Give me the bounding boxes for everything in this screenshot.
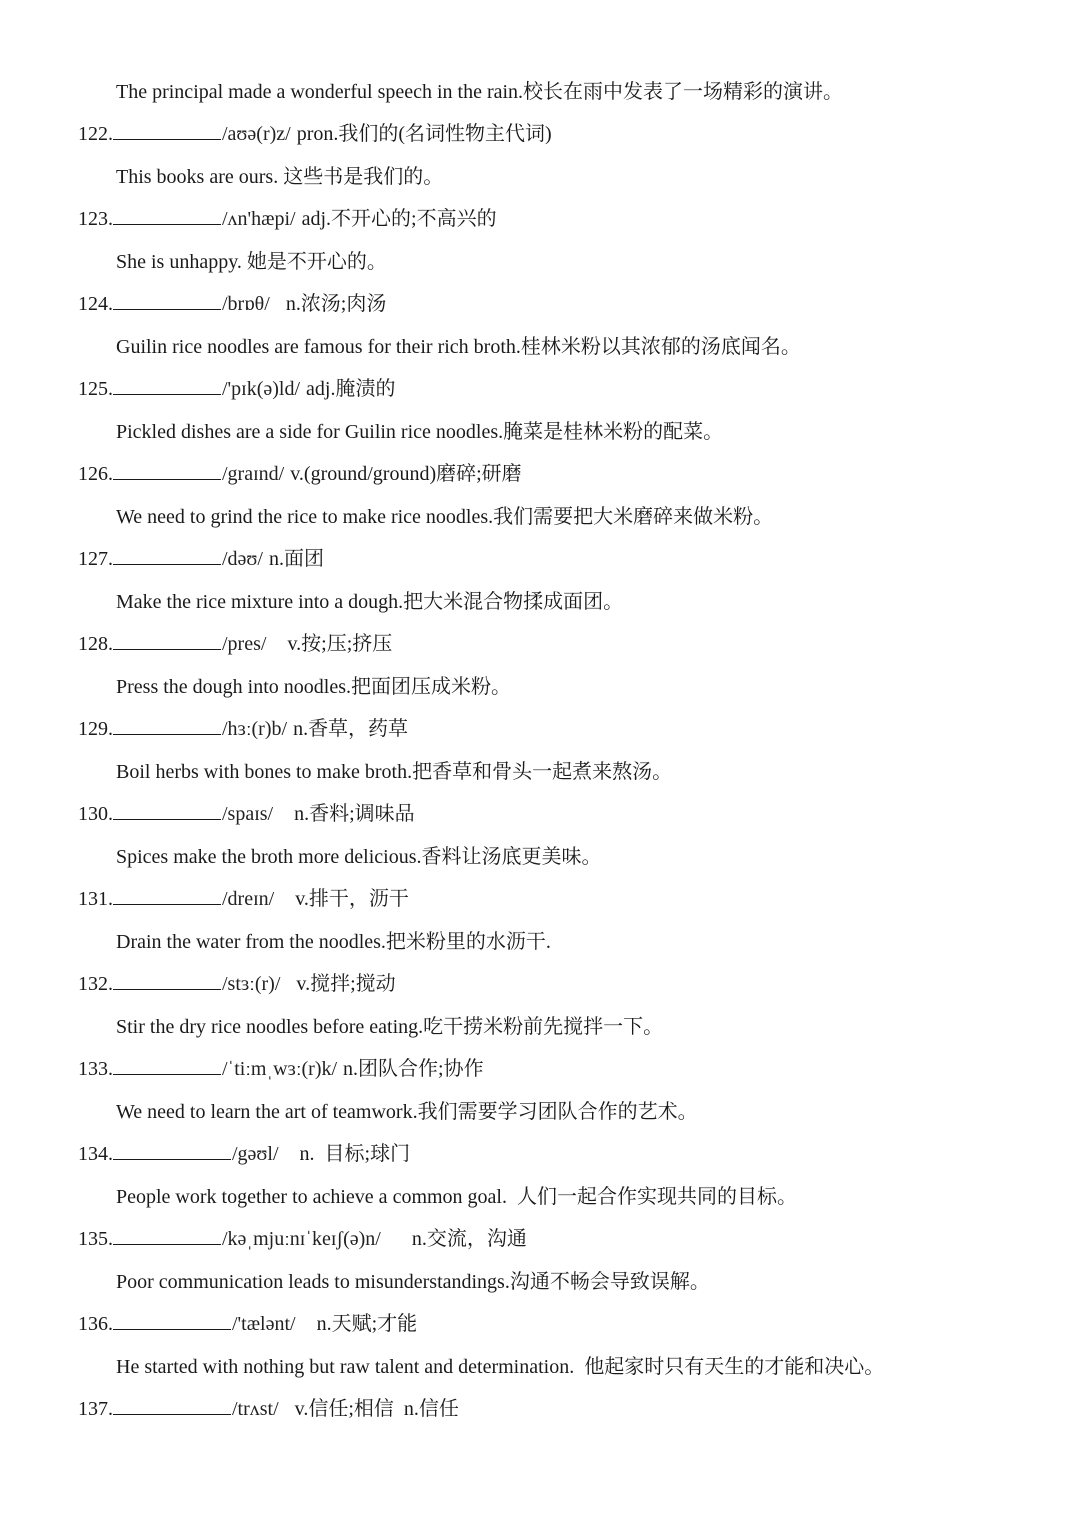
- entry-number: 137.: [78, 1398, 113, 1420]
- phonetic: /gəʊl/: [232, 1143, 279, 1165]
- answer-blank[interactable]: [113, 291, 221, 310]
- vocab-entry-125: [78, 376, 395, 402]
- example-sentence-129: Boil herbs with bones to make broth.把香草和骨头一起煮来熬汤。: [116, 761, 673, 783]
- vocab-entry-134: [78, 1141, 410, 1167]
- entry-number: 123.: [78, 208, 113, 230]
- definition: n.团队合作;协作: [343, 1058, 484, 1080]
- entry-number: 136.: [78, 1313, 113, 1335]
- example-sentence-131: Drain the water from the noodles.把米粉里的水沥干.: [116, 931, 551, 953]
- vocab-entry-126: [78, 461, 522, 487]
- definition: n.交流，沟通: [386, 1228, 527, 1250]
- entry-number: 131.: [78, 888, 113, 910]
- entry-number: 135.: [78, 1228, 113, 1250]
- phonetic: /ʌn'hæpi/: [222, 208, 296, 230]
- answer-blank[interactable]: [113, 1226, 221, 1245]
- phonetic: /spaɪs/: [222, 803, 274, 825]
- vocab-entry-133: [78, 1056, 484, 1082]
- phonetic: /ˈtiːmˌwɜː(r)k/: [222, 1058, 338, 1080]
- entry-number: 128.: [78, 633, 113, 655]
- definition: v.(ground/ground)磨碎;研磨: [290, 463, 522, 485]
- definition: n.香料;调味品: [279, 803, 415, 825]
- entry-number: 122.: [78, 123, 113, 145]
- phonetic: /kəˌmjuːnɪˈkeɪʃ(ə)n/: [222, 1228, 381, 1250]
- phonetic: /'tælənt/: [232, 1313, 296, 1335]
- definition: pron.我们的(名词性物主代词): [296, 123, 552, 145]
- entry-number: 132.: [78, 973, 113, 995]
- vocab-entry-123: [78, 206, 497, 232]
- answer-blank[interactable]: [113, 1141, 231, 1160]
- entry-number: 130.: [78, 803, 113, 825]
- vocab-entry-124: [78, 291, 386, 317]
- example-sentence-133: We need to learn the art of teamwork.我们需要学习团队合作的艺术。: [116, 1101, 698, 1123]
- answer-blank[interactable]: [113, 121, 221, 140]
- answer-blank[interactable]: [113, 971, 221, 990]
- answer-blank[interactable]: [113, 1311, 231, 1330]
- entry-number: 127.: [78, 548, 113, 570]
- definition: n.香草，药草: [293, 718, 409, 740]
- definition: n.面团: [268, 548, 324, 570]
- example-sentence-126: We need to grind the rice to make rice noodles.我们需要把大米磨碎来做米粉。: [116, 506, 774, 528]
- vocab-entry-137: [78, 1396, 459, 1422]
- entry-number: 133.: [78, 1058, 113, 1080]
- definition: v.信任;相信 n.信任: [284, 1398, 459, 1420]
- definition: v.按;压;挤压: [272, 633, 393, 655]
- definition: adj.腌渍的: [306, 378, 396, 400]
- answer-blank[interactable]: [113, 461, 221, 480]
- answer-blank[interactable]: [113, 546, 221, 565]
- example-sentence-127: Make the rice mixture into a dough.把大米混合物揉成面团。: [116, 591, 624, 613]
- definition: v.排干，沥干: [280, 888, 409, 910]
- example-sentence-132: Stir the dry rice noodles before eating.吃干捞米粉前先搅拌一下。: [116, 1016, 664, 1038]
- answer-blank[interactable]: [113, 376, 221, 395]
- example-sentence-122: This books are ours. 这些书是我们的。: [116, 166, 444, 188]
- phonetic: /stɜː(r)/: [222, 973, 281, 995]
- answer-blank[interactable]: [113, 886, 221, 905]
- entry-number: 129.: [78, 718, 113, 740]
- example-sentence-128: Press the dough into noodles.把面团压成米粉。: [116, 676, 511, 698]
- example-sentence-125: Pickled dishes are a side for Guilin rice noodles.腌菜是桂林米粉的配菜。: [116, 421, 724, 443]
- vocab-entry-129: [78, 716, 408, 742]
- phonetic: /dreɪn/: [222, 888, 275, 910]
- example-sentence-130: Spices make the broth more delicious.香料让汤底更美味。: [116, 846, 602, 868]
- vocab-entry-130: [78, 801, 415, 827]
- example-sentence-123: She is unhappy. 她是不开心的。: [116, 251, 387, 273]
- definition: n. 目标;球门: [284, 1143, 411, 1165]
- definition: v.搅拌;搅动: [286, 973, 396, 995]
- entry-number: 124.: [78, 293, 113, 315]
- vocab-entry-128: [78, 631, 392, 657]
- phonetic: /'pɪk(ə)ld/: [222, 378, 301, 400]
- vocab-entry-132: [78, 971, 396, 997]
- entry-number: 134.: [78, 1143, 113, 1165]
- answer-blank[interactable]: [113, 631, 221, 650]
- example-sentence-136: He started with nothing but raw talent and determination. 他起家时只有天生的才能和决心。: [116, 1356, 885, 1378]
- entry-number: 125.: [78, 378, 113, 400]
- vocab-entry-136: [78, 1311, 417, 1337]
- definition: n.浓汤;肉汤: [275, 293, 387, 315]
- phonetic: /trʌst/: [232, 1398, 279, 1420]
- vocab-entry-135: [78, 1226, 527, 1252]
- vocab-entry-131: [78, 886, 409, 912]
- example-sentence-124: Guilin rice noodles are famous for their rich broth.桂林米粉以其浓郁的汤底闻名。: [116, 336, 801, 358]
- example-sentence-121: The principal made a wonderful speech in the rain.校长在雨中发表了一场精彩的演讲。: [116, 81, 844, 103]
- answer-blank[interactable]: [113, 1396, 231, 1415]
- phonetic: /brɒθ/: [222, 293, 270, 315]
- definition: n.天赋;才能: [301, 1313, 418, 1335]
- answer-blank[interactable]: [113, 1056, 221, 1075]
- example-sentence-134: People work together to achieve a common goal. 人们一起合作实现共同的目标。: [116, 1186, 797, 1208]
- example-sentence-135: Poor communication leads to misunderstandings.沟通不畅会导致误解。: [116, 1271, 710, 1293]
- phonetic: /hɜː(r)b/: [222, 718, 288, 740]
- answer-blank[interactable]: [113, 716, 221, 735]
- phonetic: /graɪnd/: [222, 463, 285, 485]
- phonetic: /dəʊ/: [222, 548, 263, 570]
- phonetic: /pres/: [222, 633, 267, 655]
- vocab-entry-122: [78, 121, 552, 147]
- answer-blank[interactable]: [113, 206, 221, 225]
- definition: adj.不开心的;不高兴的: [301, 208, 497, 230]
- answer-blank[interactable]: [113, 801, 221, 820]
- vocab-entry-127: [78, 546, 324, 572]
- phonetic: /aʊə(r)z/: [222, 123, 291, 145]
- entry-number: 126.: [78, 463, 113, 485]
